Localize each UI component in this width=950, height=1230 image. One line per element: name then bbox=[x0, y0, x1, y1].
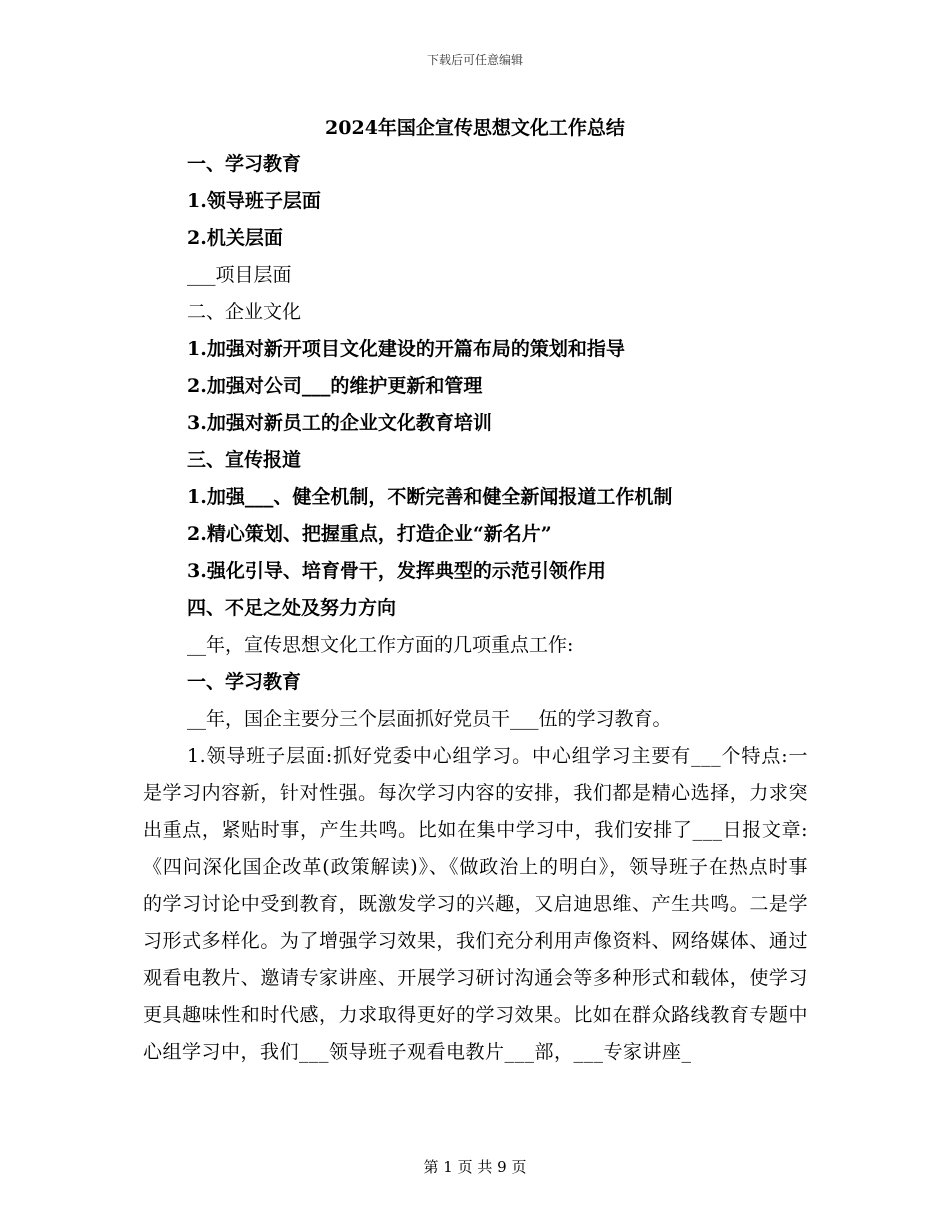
section1-heading: 一、学习教育 bbox=[187, 671, 302, 693]
outline-item: 1.领导班子层面 bbox=[187, 190, 321, 212]
outline-item: 2.机关层面 bbox=[187, 227, 283, 249]
outline-item: 1.加强对新开项目文化建设的开篇布局的策划和指导 bbox=[187, 338, 625, 360]
outline-item: 1.加强___、健全机制，不断完善和健全新闻报道工作机制 bbox=[187, 486, 673, 508]
intro-paragraph: __年，宣传思想文化工作方面的几项重点工作: bbox=[187, 634, 574, 656]
page-number: 第 1 页 共 9 页 bbox=[423, 1158, 527, 1176]
outline-heading-4: 四、不足之处及努力方向 bbox=[187, 597, 397, 619]
outline-item: ___项目层面 bbox=[187, 264, 292, 286]
outline-item: 3.强化引导、培育骨干，发挥典型的示范引领作用 bbox=[187, 560, 606, 582]
outline-heading-2: 二、企业文化 bbox=[187, 301, 302, 323]
section1-intro: __年，国企主要分三个层面抓好党员干___伍的学习教育。 bbox=[187, 708, 672, 730]
document-body bbox=[143, 146, 808, 1071]
section1-paragraph: 1.领导班子层面:抓好党委中心组学习。中心组学习主要有___个特点:一是学习内容新，针对性强。每次学习内容的安排，我们都是精心选择，力求突出重点，紧贴时事，产生共鸣。比如在集中学习中，我们安排了___日报文章:《四问深化国企改革(政策解读)》、《做政治上的明白》，领导班子在热点时事的学习讨论中受到教育，既激发学习的兴趣，又启迪思维、产生共鸣。二是学习形式多样化。为了增强学习效果，我们充分利用声像资料、网络媒体、通过观看电教片、邀请专家讲座、开展学习研讨沟通会等多种形式和载体，使学习更具趣味性和时代感，力求取得更好的学习效果。比如在群众路线教育专题中心组学习中，我们___领导班子观看电教片___部，___专家讲座_ bbox=[143, 745, 808, 1063]
outline-item: 2.精心策划、把握重点，打造企业“新名片” bbox=[187, 523, 552, 545]
outline-heading-3: 三、宣传报道 bbox=[187, 449, 302, 471]
page-header-note: 下载后可任意编辑 bbox=[426, 53, 523, 67]
outline-item: 3.加强对新员工的企业文化教育培训 bbox=[187, 412, 492, 434]
outline-heading-1: 一、学习教育 bbox=[187, 153, 302, 175]
outline-item: 2.加强对公司___的维护更新和管理 bbox=[187, 375, 483, 397]
document-title: 2024年国企宣传思想文化工作总结 bbox=[325, 117, 625, 139]
